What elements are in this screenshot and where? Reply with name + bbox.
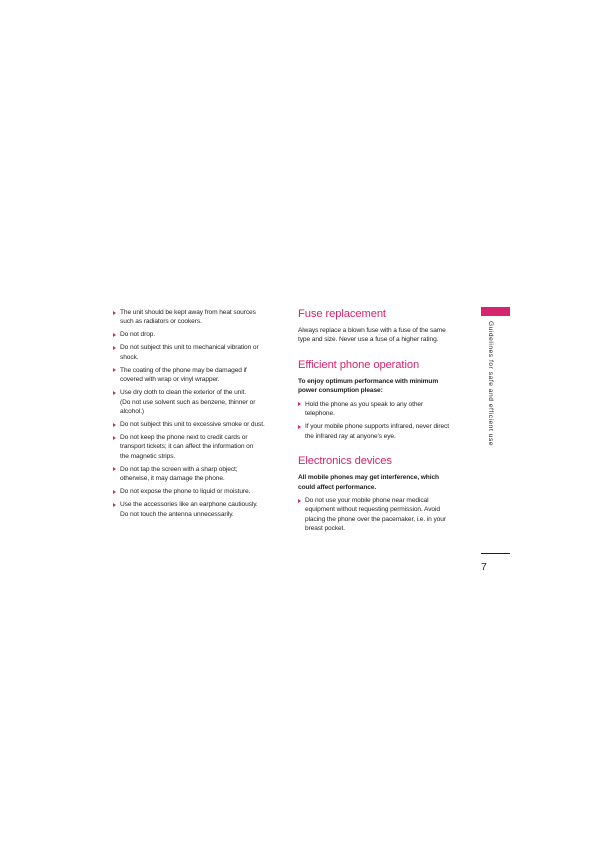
efficiency-tips-list: [298, 400, 468, 442]
list-item: The coating of the phone may be damaged if covered with wrap or vinyl wrapper.: [113, 366, 283, 385]
list-item: Do not tap the screen with a sharp object; otherwise, it may damage the phone.: [113, 465, 283, 484]
page-number: 7: [481, 561, 487, 573]
triangle-bullet-icon: [113, 346, 116, 350]
triangle-bullet-icon: [113, 503, 116, 507]
section-body: Always replace a blown fuse with a fuse of the same type and size. Never use a fuse of a higher rating.: [298, 327, 446, 344]
page-number-rule: [481, 553, 510, 554]
electronics-devices-section: [298, 455, 468, 533]
triangle-bullet-icon: [113, 423, 116, 427]
list-item: Do not use your mobile phone near medical equipment without requesting permission. Avoid placing the phone over the pacemaker, i.e. in your breast pocket.: [298, 496, 468, 534]
triangle-bullet-icon: [113, 333, 116, 337]
section-title: Fuse replacement: [298, 308, 386, 320]
triangle-bullet-icon: [298, 499, 301, 503]
triangle-bullet-icon: [298, 425, 301, 429]
list-item: The unit should be kept away from heat sources such as radiators or cookers.: [113, 308, 283, 327]
section-lead: All mobile phones may get interference, which could affect performance.: [298, 474, 439, 491]
section-lead: To enjoy optimum performance with minimum power consumption please:: [298, 377, 439, 395]
efficient-operation-section: [298, 359, 468, 441]
triangle-bullet-icon: [113, 490, 116, 494]
list-item: Do not subject this unit to mechanical vibration or shock.: [113, 343, 283, 362]
electronics-tips-list: [298, 496, 468, 534]
fuse-replacement-section: [298, 308, 468, 345]
list-item: If your mobile phone supports infrared, never direct the infrared ray at anyone's eye.: [298, 422, 468, 441]
list-item: Do not drop.: [113, 330, 283, 339]
list-item: Do not expose the phone to liquid or moisture.: [113, 487, 283, 496]
section-title: Electronics devices: [298, 455, 392, 468]
list-item: Do not keep the phone next to credit cards or transport tickets; it can affect the information on the magnetic strips.: [113, 433, 283, 461]
triangle-bullet-icon: [113, 311, 116, 315]
list-item: Hold the phone as you speak to any other telephone.: [298, 400, 468, 419]
right-column: [298, 308, 468, 538]
section-title: Efficient phone operation: [298, 358, 420, 371]
list-item: Use dry cloth to clean the exterior of the unit. (Do not use solvent such as benzene, thinner or alcohol.): [113, 388, 283, 416]
triangle-bullet-icon: [113, 391, 116, 395]
left-column: [113, 308, 283, 523]
list-item: Do not subject this unit to excessive smoke or dust.: [113, 420, 283, 429]
triangle-bullet-icon: [298, 402, 301, 406]
triangle-bullet-icon: [113, 368, 116, 372]
list-item: Use the accessories like an earphone cautiously. Do not touch the antenna unnecessarily.: [113, 500, 283, 519]
chapter-tab-marker: [481, 307, 510, 316]
care-guidelines-list: [113, 308, 283, 519]
triangle-bullet-icon: [113, 436, 116, 440]
chapter-side-label: [484, 321, 496, 451]
chapter-side-label-text: Guidelines for safe and efficient use: [487, 321, 494, 447]
triangle-bullet-icon: [113, 467, 116, 471]
